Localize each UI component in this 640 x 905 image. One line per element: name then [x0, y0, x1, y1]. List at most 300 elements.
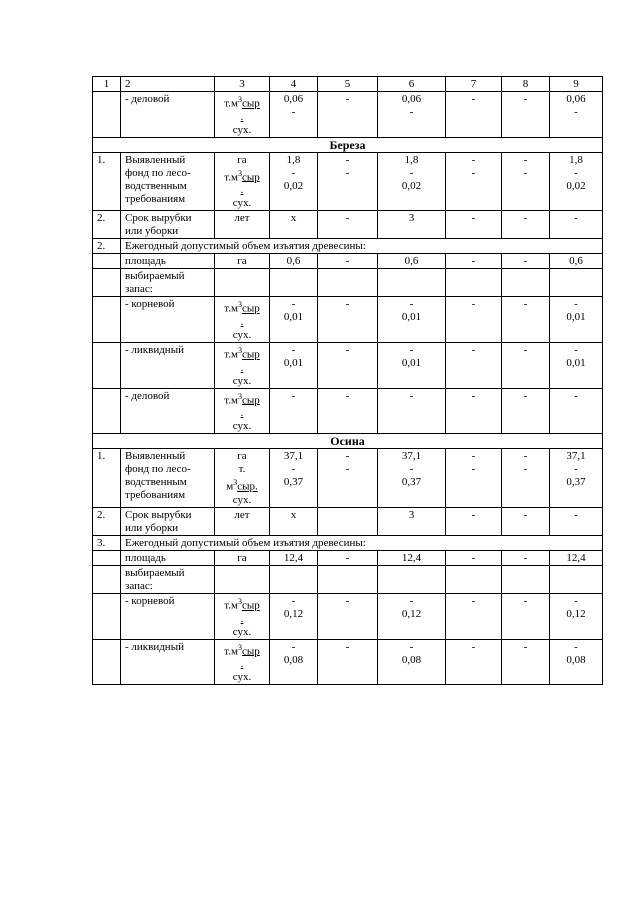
value-cell	[378, 449, 446, 508]
header-cell: 3	[215, 77, 270, 92]
value-line: -	[291, 594, 296, 607]
value-line: 0,01	[566, 356, 586, 369]
value-line: 3	[408, 508, 415, 521]
value-line: -	[345, 255, 350, 268]
unit-raw: сыр	[241, 302, 260, 315]
unit-line	[219, 154, 265, 167]
value-cell	[502, 342, 550, 388]
unit-cell	[215, 593, 270, 639]
value-cell	[502, 388, 550, 434]
unit-tm: т.м	[224, 348, 238, 361]
unit-line	[219, 124, 265, 137]
row-label: - корневой	[121, 593, 215, 639]
value-line: 0,06	[401, 93, 422, 105]
value-cell	[502, 254, 550, 269]
value-line: 37,1	[401, 450, 422, 463]
value-cell	[378, 639, 446, 685]
value-line: -	[471, 551, 476, 564]
value-cell	[502, 92, 550, 138]
header-cell: 6	[378, 77, 446, 92]
value-line: -	[574, 594, 578, 607]
unit-line	[219, 626, 265, 639]
value-cell	[378, 254, 446, 269]
value-line: -	[409, 463, 414, 476]
table-row	[93, 92, 603, 138]
value-cell	[446, 565, 502, 593]
value-line: -	[471, 255, 476, 268]
value-line: -	[409, 106, 414, 118]
unit-raw: сыр	[241, 171, 260, 184]
value-line: -	[523, 343, 528, 356]
value-cell	[318, 449, 378, 508]
unit-sup: 3	[237, 168, 242, 178]
unit-tm: т.м	[224, 302, 238, 315]
value-cell	[318, 342, 378, 388]
value-cell	[378, 342, 446, 388]
value-cell	[318, 92, 378, 138]
value-cell	[550, 152, 603, 211]
unit-cell	[215, 254, 270, 269]
row-number	[93, 342, 121, 388]
value-cell	[318, 211, 378, 239]
value-cell	[550, 211, 603, 239]
value-cell	[446, 449, 502, 508]
unit-m: м	[226, 480, 234, 493]
unit-ha: га	[237, 153, 247, 166]
unit-line	[219, 595, 265, 613]
table-row	[93, 507, 603, 535]
header-cell: 5	[318, 77, 378, 92]
unit-sup: 3	[233, 478, 238, 488]
value-line: -	[471, 640, 476, 653]
value-line: 0,37	[283, 476, 304, 489]
value-line: -	[523, 551, 528, 564]
row-label: выбираемый запас:	[121, 565, 215, 593]
value-cell	[502, 269, 550, 297]
row-label: Срок вырубки или уборки	[121, 507, 215, 535]
unit-dry: сух.	[232, 625, 252, 638]
value-line: 0,6	[404, 255, 419, 268]
value-cell	[502, 211, 550, 239]
row-label: - деловой	[121, 388, 215, 434]
unit-sup: 3	[237, 95, 242, 104]
unit-cell	[215, 388, 270, 434]
value-line: 0,02	[401, 179, 422, 192]
value-line: -	[574, 508, 578, 521]
value-cell	[318, 297, 378, 343]
unit-line	[219, 671, 265, 684]
value-line: 0,06	[566, 93, 586, 105]
value-cell	[378, 269, 446, 297]
value-line: 0,02	[283, 179, 304, 192]
value-line: -	[409, 343, 414, 356]
value-cell	[318, 565, 378, 593]
unit-tm: т.м	[224, 599, 238, 612]
table-row	[93, 449, 603, 508]
value-line: -	[523, 450, 528, 463]
value-line: -	[471, 450, 476, 463]
value-line: -	[291, 389, 296, 402]
value-line: -	[523, 508, 528, 521]
value-cell	[502, 152, 550, 211]
value-line: -	[345, 93, 350, 105]
row-number	[93, 639, 121, 685]
value-line: -	[345, 389, 350, 402]
value-line: -	[523, 93, 528, 105]
row-number	[93, 565, 121, 593]
value-cell	[378, 388, 446, 434]
span-text: Ежегодный допустимый объем изъятия древесины:	[121, 239, 603, 254]
value-cell	[446, 92, 502, 138]
unit-sup: 3	[237, 391, 242, 401]
unit-line	[219, 298, 265, 316]
value-cell	[270, 92, 318, 138]
value-cell	[378, 152, 446, 211]
value-line: -	[471, 212, 476, 225]
unit-line	[219, 463, 265, 476]
row-number	[93, 388, 121, 434]
unit-dry: сух.	[232, 123, 252, 136]
unit-sup: 3	[237, 642, 242, 652]
row-label: - ликвидный	[121, 639, 215, 685]
unit-line	[219, 344, 265, 362]
table-row	[93, 388, 603, 434]
value-line: -	[523, 389, 528, 402]
value-line: 0,12	[566, 607, 586, 620]
unit-line	[219, 197, 265, 210]
unit-dry: сух.	[232, 197, 252, 210]
value-line: -	[409, 389, 414, 402]
value-cell	[318, 550, 378, 565]
row-label: Выявленный фонд по лесо-водственным требованиям	[121, 449, 215, 508]
row-label: Срок вырубки или уборки	[121, 211, 215, 239]
value-cell	[270, 388, 318, 434]
value-line: -	[345, 551, 350, 564]
value-cell	[270, 152, 318, 211]
unit-tm: т.м	[224, 645, 238, 658]
row-number	[93, 550, 121, 565]
unit-cell	[215, 92, 270, 138]
row-label: - ликвидный	[121, 342, 215, 388]
unit-dry: сух.	[232, 374, 252, 387]
unit-line	[219, 420, 265, 433]
value-line: -	[574, 389, 578, 402]
value-cell	[446, 550, 502, 565]
value-cell	[502, 639, 550, 685]
unit-line	[219, 658, 265, 671]
unit-line	[219, 375, 265, 388]
value-cell	[270, 550, 318, 565]
value-line: х	[290, 212, 297, 225]
table-row	[93, 535, 603, 550]
value-cell	[270, 269, 318, 297]
unit-dry: сух.	[232, 328, 252, 341]
value-cell	[378, 297, 446, 343]
table-row	[93, 550, 603, 565]
value-cell	[318, 507, 378, 535]
table-row	[93, 434, 603, 449]
value-line: -	[345, 166, 350, 179]
unit-raw: сыр	[241, 97, 260, 110]
value-line: -	[523, 298, 528, 311]
value-line: 0,6	[286, 255, 301, 268]
value-cell	[446, 152, 502, 211]
table-row	[93, 342, 603, 388]
row-number: 3.	[93, 535, 121, 550]
value-cell	[550, 449, 603, 508]
value-line: -	[574, 298, 578, 311]
span-text: Ежегодный допустимый объем изъятия древесины:	[121, 535, 603, 550]
unit-raw: сыр	[241, 348, 260, 361]
unit-raw: сыр	[241, 599, 260, 612]
unit-cell	[215, 639, 270, 685]
header-cell: 9	[550, 77, 603, 92]
value-cell	[378, 211, 446, 239]
unit-years: лет	[234, 508, 250, 521]
header-row	[93, 77, 603, 92]
unit-cell	[215, 507, 270, 535]
value-cell	[550, 639, 603, 685]
value-cell	[446, 639, 502, 685]
value-line: 0,01	[283, 311, 304, 324]
value-cell	[378, 92, 446, 138]
value-cell	[378, 507, 446, 535]
header-cell: 8	[502, 77, 550, 92]
unit-tm: т.м	[224, 97, 238, 110]
row-label: площадь	[121, 254, 215, 269]
value-line: 1,8	[286, 153, 301, 166]
value-cell	[502, 297, 550, 343]
row-label: площадь	[121, 550, 215, 565]
value-cell	[318, 269, 378, 297]
unit-ha: га	[237, 450, 247, 463]
value-cell	[550, 342, 603, 388]
unit-cell	[215, 342, 270, 388]
row-number	[93, 254, 121, 269]
value-line: -	[523, 594, 528, 607]
value-cell	[270, 297, 318, 343]
value-line: 0,02	[566, 179, 586, 192]
value-cell	[550, 507, 603, 535]
unit-line	[219, 93, 265, 111]
value-line: -	[345, 594, 350, 607]
value-cell	[270, 449, 318, 508]
value-cell	[550, 269, 603, 297]
unit-line	[219, 494, 265, 507]
unit-cell	[215, 449, 270, 508]
value-line: 0,37	[401, 476, 422, 489]
value-line: -	[345, 640, 350, 653]
unit-tm: т.м	[224, 394, 238, 407]
row-number	[93, 297, 121, 343]
value-line: -	[291, 343, 296, 356]
unit-dot: .	[240, 612, 244, 625]
value-cell	[270, 254, 318, 269]
value-line: -	[574, 640, 578, 653]
value-line: -	[291, 166, 296, 179]
row-number	[93, 593, 121, 639]
value-line: 0,37	[566, 476, 586, 489]
table-row	[93, 269, 603, 297]
unit-t: т.	[238, 463, 246, 476]
unit-raw: сыр	[241, 394, 260, 407]
row-label: - деловой	[121, 92, 215, 138]
value-line: -	[574, 343, 578, 356]
row-label: выбираемый запас:	[121, 269, 215, 297]
unit-cell	[215, 269, 270, 297]
value-cell	[318, 152, 378, 211]
unit-line	[219, 184, 265, 197]
value-line: 0,01	[401, 356, 422, 369]
unit-years: лет	[234, 212, 250, 225]
value-line: 12,4	[566, 551, 586, 564]
value-line: -	[291, 106, 296, 118]
table-row	[93, 137, 603, 152]
unit-line	[219, 476, 265, 494]
value-cell	[502, 593, 550, 639]
value-cell	[270, 565, 318, 593]
value-line: 0,12	[401, 607, 422, 620]
value-line: -	[523, 166, 528, 179]
unit-sup: 3	[237, 300, 242, 310]
value-line: 1,8	[404, 153, 419, 166]
value-line: -	[523, 463, 528, 476]
value-cell	[270, 211, 318, 239]
unit-tm: т.м	[224, 171, 238, 184]
value-cell	[446, 507, 502, 535]
value-line: 0,12	[283, 607, 304, 620]
value-line: -	[523, 153, 528, 166]
unit-line	[219, 613, 265, 626]
value-line: -	[471, 594, 476, 607]
value-line: -	[345, 343, 350, 356]
value-line: -	[574, 106, 578, 118]
unit-raw: сыр	[241, 645, 260, 658]
value-line: -	[345, 153, 350, 166]
unit-cell	[215, 152, 270, 211]
value-cell	[446, 593, 502, 639]
row-number: 1.	[93, 152, 121, 211]
unit-line	[219, 390, 265, 408]
value-cell	[378, 550, 446, 565]
value-line: -	[409, 594, 414, 607]
value-line: -	[471, 343, 476, 356]
value-cell	[318, 388, 378, 434]
table-row	[93, 565, 603, 593]
header-cell: 4	[270, 77, 318, 92]
unit-line	[219, 316, 265, 329]
value-line: -	[471, 153, 476, 166]
unit-cell	[215, 297, 270, 343]
header-cell: 2	[121, 77, 215, 92]
value-line: -	[291, 463, 296, 476]
value-line: 0,6	[569, 255, 583, 268]
unit-dot: .	[240, 110, 244, 123]
unit-cell	[215, 550, 270, 565]
value-cell	[550, 550, 603, 565]
value-line: -	[471, 508, 476, 521]
value-line: -	[345, 298, 350, 311]
row-number: 1.	[93, 449, 121, 508]
value-line: 37,1	[566, 450, 586, 463]
header-cell: 1	[93, 77, 121, 92]
table-row	[93, 239, 603, 254]
value-cell	[270, 342, 318, 388]
unit-line	[219, 111, 265, 124]
value-cell	[318, 254, 378, 269]
row-label: - корневой	[121, 297, 215, 343]
value-line: -	[291, 298, 296, 311]
row-number: 2.	[93, 211, 121, 239]
row-number: 2.	[93, 507, 121, 535]
value-line: х	[290, 508, 297, 521]
value-cell	[446, 269, 502, 297]
value-line: 0,06	[283, 93, 304, 105]
row-number	[93, 269, 121, 297]
value-cell	[550, 565, 603, 593]
value-line: -	[523, 212, 528, 225]
unit-raw: сыр.	[237, 480, 258, 493]
unit-line	[219, 641, 265, 659]
value-line: -	[471, 166, 476, 179]
value-line: 0,08	[283, 653, 304, 666]
value-cell	[446, 211, 502, 239]
unit-dry: сух.	[232, 671, 252, 684]
value-cell	[378, 565, 446, 593]
value-line: 1,8	[569, 153, 583, 166]
section-title: Осина	[93, 434, 603, 449]
value-line: -	[345, 463, 350, 476]
unit-line	[219, 329, 265, 342]
value-line: 0,01	[283, 356, 304, 369]
unit-line	[219, 362, 265, 375]
value-line: -	[409, 298, 414, 311]
value-line: 12,4	[401, 551, 422, 564]
row-label: Выявленный фонд по лесо-водственным требованиям	[121, 152, 215, 211]
value-line: -	[574, 212, 578, 225]
value-line: 12,4	[283, 551, 304, 564]
value-line: 0,01	[566, 311, 586, 324]
table-row	[93, 639, 603, 685]
value-cell	[446, 254, 502, 269]
unit-ha: га	[237, 551, 247, 564]
unit-sup: 3	[237, 596, 242, 606]
value-cell	[550, 593, 603, 639]
table-row	[93, 254, 603, 269]
row-number	[93, 92, 121, 138]
value-line: 37,1	[283, 450, 304, 463]
value-line: -	[345, 450, 350, 463]
value-cell	[446, 342, 502, 388]
unit-ha: га	[237, 255, 247, 268]
unit-dot: .	[240, 184, 244, 197]
value-cell	[502, 565, 550, 593]
forest-resource-table	[92, 76, 603, 685]
value-line: -	[471, 463, 476, 476]
value-cell	[318, 593, 378, 639]
value-cell	[550, 388, 603, 434]
table-row	[93, 297, 603, 343]
value-line: -	[409, 166, 414, 179]
value-cell	[270, 593, 318, 639]
value-cell	[378, 593, 446, 639]
unit-sup: 3	[237, 345, 242, 355]
unit-dot: .	[240, 407, 244, 420]
value-cell	[270, 507, 318, 535]
value-line: -	[471, 389, 476, 402]
value-cell	[502, 550, 550, 565]
unit-dot: .	[240, 658, 244, 671]
